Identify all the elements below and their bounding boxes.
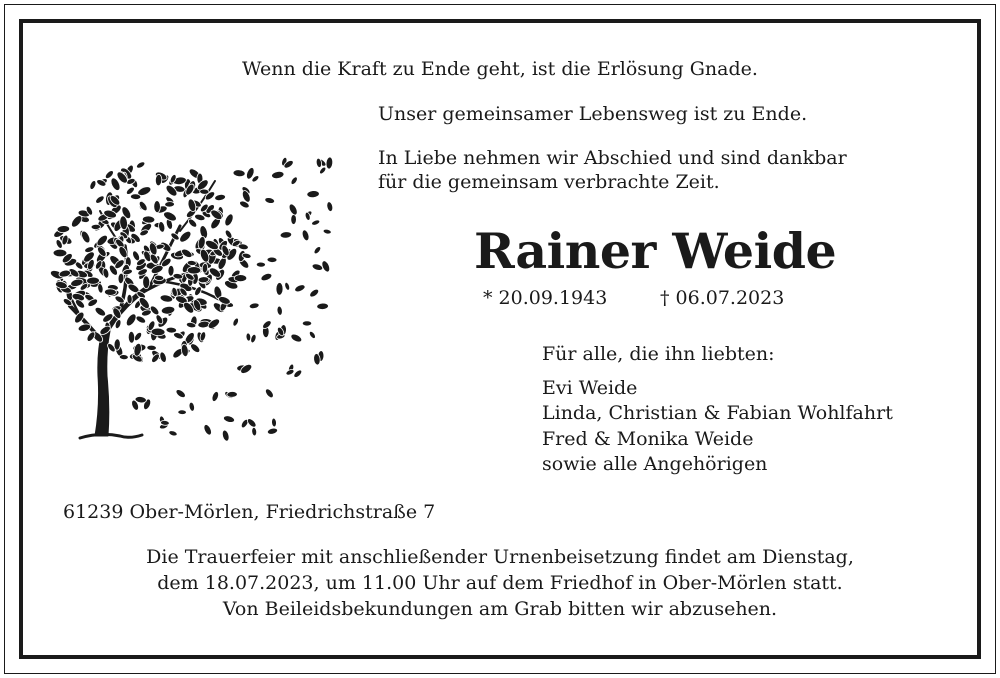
ceremony-line: dem 18.07.2023, um 11.00 Uhr auf dem Friedhof in Ober-Mörlen statt. [157,572,843,594]
mourner-name: Linda, Christian & Fabian Wohlfahrt [542,402,893,425]
farewell-text [378,146,847,194]
farewell-line: für die gemeinsam verbrachte Zeit. [378,171,720,193]
birth-date: * 20.09.1943 [483,287,608,309]
death-date: † 06.07.2023 [660,287,785,309]
address: 61239 Ober-Mörlen, Friedrichstraße 7 [63,501,436,523]
motto: Wenn die Kraft zu Ende geht, ist die Erlösung Gnade. [242,58,758,80]
ceremony-line: Von Beileidsbekundungen am Grab bitten wir abzusehen. [222,598,778,620]
mourner-name: Evi Weide [542,376,638,399]
ceremony-text [0,544,1000,622]
intro-line: Unser gemeinsamer Lebensweg ist zu Ende. [378,103,808,125]
mourner-name: sowie alle Angehörigen [542,453,768,476]
windblown-tree-icon [40,136,340,446]
deceased-name: Rainer Weide [474,222,837,280]
farewell-line: In Liebe nehmen wir Abschied und sind dankbar [378,147,847,169]
mourner-name: Fred & Monika Weide [542,427,754,450]
ceremony-line: Die Trauerfeier mit anschließender Urnenbeisetzung findet am Dienstag, [146,546,854,568]
mourners-block [542,342,893,478]
mourners-intro: Für alle, die ihn liebten: [542,343,775,365]
